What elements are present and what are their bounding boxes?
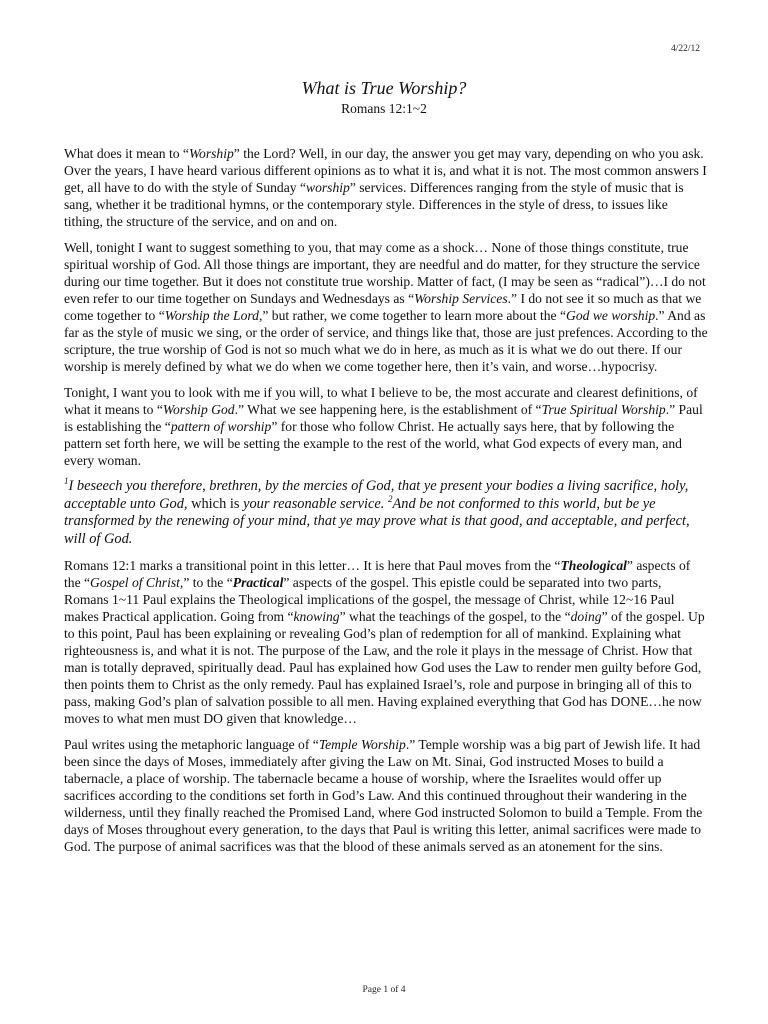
p2-text-4: .” And as far as the style of music we sing, or the order of service, and things like that, those are just prefences. According to the scripture, the true worship of God is not so much what we do in here, as much as it is what we do out there. If our worship is merely defined by what we do when we come together here, then it’s vain, and worse…hypocrisy. xyxy=(64,308,708,374)
p1-text-3: ” services. Differences ranging from the style of music that is sang, whether it be traditional hymns, or the contemporary style. Differences in the style of dress, to issues like tithing, the structure of the service, and on and on. xyxy=(64,180,684,229)
p3-text-4: ” for those who follow Christ. He actually says here, that by following the pattern set forth here, we will be setting the example to the rest of the world, what God expects of every man, and every woman. xyxy=(64,419,682,468)
paragraph-2 xyxy=(64,239,708,375)
p4-emphasis-2: knowing xyxy=(293,609,340,624)
paragraph-5 xyxy=(64,736,708,855)
p3-emphasis-1: Worship God xyxy=(162,402,235,417)
p4-text-6: ” of the gospel. Up to this point, Paul has been explaining or revealing God’s plan of redemption for all of mankind. Explaining what righteousness is, and what it is not. The purpose of the Law, and the role it plays in the message of Christ. How that man is totally depraved, spiritually dead. Paul has explained how God uses the Law to render men guilty before God, then points them to Christ as the only remedy. Paul has explained Israel’s, role and purpose in bringing all of this to pass, making God’s plan of salvation possible to all men. Having explained everything that God has DONE…he now moves to what men must DO given that knowledge… xyxy=(64,609,705,726)
p3-emphasis-3: pattern of worship xyxy=(170,419,272,434)
title-block xyxy=(0,77,768,118)
scripture-text-1: I beseech you therefore, brethren, by the mercies of God, that ye present your bodies a living sacrifice, holy, acceptable unto God, xyxy=(64,478,689,512)
p4-text-2: ” aspects of the “ xyxy=(64,558,691,590)
p4-bold-1: Theological xyxy=(560,558,627,573)
p4-text-4: ” aspects of the gospel. This epistle could be separated into two parts, Romans 1~11 Paul explains the Theological implications of the gospel, the message of Christ, while 12~16 Paul makes Practical application. Going from “ xyxy=(64,575,675,624)
page-number: Page 1 of 4 xyxy=(362,985,406,995)
p2-emphasis-2: Worship the Lord xyxy=(164,308,259,323)
paragraph-4 xyxy=(64,557,708,727)
p3-text-3: .” Paul is establishing the “ xyxy=(64,402,703,434)
document-title: What is True Worship? xyxy=(301,78,467,98)
p2-emphasis-3: God we worship xyxy=(566,308,656,323)
p4-bold-2: Practical xyxy=(232,575,284,590)
p4-text-1: Romans 12:1 marks a transitional point in this letter… It is here that Paul moves from the “ xyxy=(64,558,561,573)
p2-text-1: Well, tonight I want to suggest something to you, that may come as a shock… None of those things constitute, true spiritual worship of God. All those things are important, they are needful and do matter, for they structure the service during our time together. But it does not constitute true worship. Matter of fact, (I may be seen as “radical”)…I do not even refer to our time together on Sundays and Wednesdays as “ xyxy=(64,240,706,306)
p2-emphasis-1: Worship Services xyxy=(414,291,508,306)
document-subtitle: Romans 12:1~2 xyxy=(341,101,427,116)
verse-number-1: 1 xyxy=(64,476,69,487)
verse-number-2: 2 xyxy=(388,493,393,504)
p1-text-1: What does it mean to “ xyxy=(64,146,189,161)
paragraph-3 xyxy=(64,384,708,469)
p4-emphasis-1: Gospel of Christ, xyxy=(90,575,184,590)
scripture-quote xyxy=(64,478,708,548)
document-body xyxy=(64,145,708,864)
p2-text-3: ,” but rather, we come together to learn more about the “ xyxy=(258,308,567,323)
p3-text-2: .” What we see happening here, is the establishment of “ xyxy=(234,402,542,417)
p4-text-3: ” to the “ xyxy=(183,575,233,590)
scripture-roman-1: which is xyxy=(191,495,240,512)
p2-text-2: .” I do not see it so much as that we come together to “ xyxy=(64,291,702,323)
p4-emphasis-3: doing xyxy=(570,609,602,624)
p1-text-2: ” the Lord? Well, in our day, the answer you get may vary, depending on who you ask. Over the years, I have heard various different opinions as to what it is, and what it is not. The most common answers I get, all have to do with the style of Sunday “ xyxy=(64,146,707,195)
p5-text-2: .” Temple worship was a big part of Jewish life. It had been since the days of Moses, immediately after giving the Law on Mt. Sinai, God instructed Moses to build a tabernacle, a place of worship. The tabernacle became a house of worship, where the Israelites would offer up sacrifices according to the conditions set forth in God’s Law. And this continued throughout their wandering in the wilderness, until they finally reached the Promised Land, where God instructed Solomon to build a Temple. From the days of Moses throughout every generation, to the days that Paul is writing this letter, animal sacrifices were made to God. The purpose of animal sacrifices was that the blood of these animals served as an atonement for the sins. xyxy=(64,737,703,854)
p3-emphasis-2: True Spiritual Worship xyxy=(541,402,666,417)
header-date: 4/22/12 xyxy=(670,44,700,54)
p4-text-5: ” what the teachings of the gospel, to the “ xyxy=(339,609,571,624)
p1-emphasis-1: Worship xyxy=(188,146,234,161)
p3-text-1: Tonight, I want you to look with me if you will, to what I believe to be, the most accurate and clearest definitions, of what it means to “ xyxy=(64,385,698,417)
p5-text-1: Paul writes using the metaphoric language of “ xyxy=(64,737,319,752)
p5-emphasis-1: Temple Worship xyxy=(318,737,406,752)
paragraph-1 xyxy=(64,145,708,230)
p1-emphasis-2: worship xyxy=(306,180,350,195)
scripture-text-2: your reasonable service. xyxy=(239,495,388,512)
scripture-text-3: And be not conformed to this world, but be ye transformed by the renewing of your mind, that ye may prove what is that good, and acceptable, and perfect, will of God. xyxy=(64,495,690,547)
